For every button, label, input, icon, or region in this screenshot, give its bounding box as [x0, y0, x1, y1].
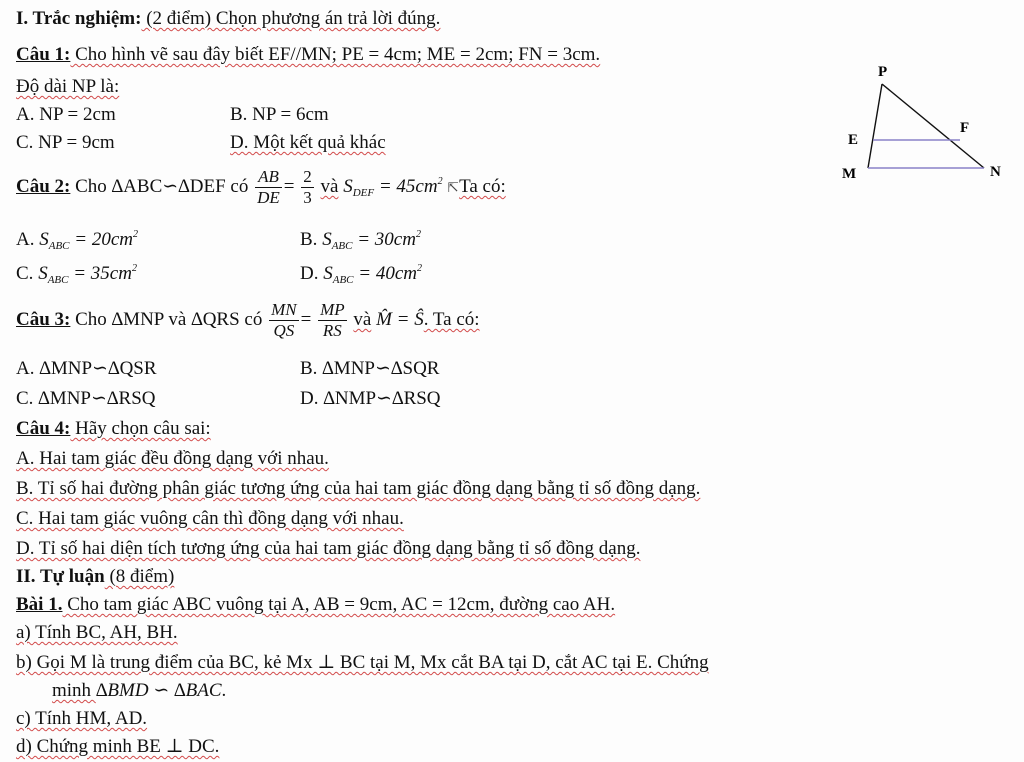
part1-heading-rest: (2 điểm) Chọn phương án trả lời đúng.	[141, 8, 441, 29]
q2-ratio-num: 2	[303, 167, 312, 187]
q2-d-sub: ABC	[332, 274, 354, 286]
q3-f2-den: RS	[322, 321, 342, 341]
cursor-icon: ⇱	[447, 181, 460, 196]
q2-area-sub: DEF	[352, 187, 375, 199]
q2-and: và	[320, 176, 339, 197]
q3-fraction-mp-rs	[318, 300, 347, 341]
q2-frac-den: DE	[257, 188, 280, 208]
q2-c-sub: ABC	[47, 274, 69, 286]
q1-option-d: D. Một kết quả khác	[230, 132, 386, 153]
point-e-label: E	[848, 132, 859, 148]
q1-text	[16, 44, 600, 66]
q2-c-val: = 35cm	[68, 263, 132, 284]
q3-option-d: D. ∆NMP∽∆RSQ	[300, 388, 441, 409]
q2-area-s: S	[343, 176, 353, 197]
q3-option-b: B. ∆MNP∽∆SQR	[300, 358, 440, 379]
q2-a-sub: ABC	[48, 240, 70, 252]
q4-option-b: B. Tỉ số hai đường phân giác tương ứng của hai tam giác đồng dạng bằng tỉ số đồng dạng.	[16, 478, 701, 499]
q1-option-a: A. NP = 2cm	[16, 104, 116, 125]
bai1-part-b-line2	[52, 680, 226, 702]
q3-label: Câu 3:	[16, 309, 71, 330]
q2-label: Câu 2:	[16, 176, 71, 197]
q2-b-prefix: B.	[300, 229, 323, 250]
q4-statement: Hãy chọn câu sai:	[70, 418, 211, 439]
q3-equals: =	[300, 309, 312, 330]
q2-b-sub: ABC	[331, 240, 353, 252]
bai1-part-d: d) Chứng minh BE ⊥ DC.	[16, 736, 220, 757]
part1-heading-bold: I. Trắc nghiệm:	[16, 8, 142, 29]
q2-option-c	[16, 258, 137, 291]
q2-fraction-ab-de	[255, 167, 282, 208]
part2-heading	[16, 566, 174, 588]
q3-statement: Cho ∆MNP và ∆QRS có	[70, 309, 263, 330]
triangle-figure	[830, 56, 1020, 196]
q2-d-math: $S_{ABC} = 40cm^2$	[323, 263, 422, 286]
bai1-part-a: a) Tính BC, AH, BH.	[16, 622, 178, 643]
bai1-text	[16, 594, 615, 616]
q3-tail: . Ta có:	[423, 309, 480, 330]
q1-option-c: C. NP = 9cm	[16, 132, 115, 153]
q2-frac-num: AB	[255, 167, 282, 188]
bai1-b2-prefix: minh	[52, 680, 96, 701]
q2-d-val: = 40cm	[353, 263, 417, 284]
bai1-part-c: c) Tính HM, AD.	[16, 708, 148, 729]
q2-b-sup: 2	[415, 229, 421, 240]
part2-heading-rest: (8 điểm)	[104, 566, 175, 587]
q3-angles: M̂ = Ŝ	[376, 309, 424, 330]
q2-b-val: = 30cm	[352, 229, 416, 250]
q2-area-def	[343, 176, 442, 197]
q4-option-d: D. Tỉ số hai diện tích tương ứng của hai tam giác đồng dạng bằng tỉ số đồng dạng.	[16, 538, 641, 559]
point-n-label: N	[990, 164, 1001, 180]
q2-text	[16, 162, 506, 213]
q3-f2-num: MP	[320, 300, 345, 320]
q2-c-sup: 2	[131, 263, 137, 274]
q2-d-sup: 2	[417, 263, 422, 274]
q2-equals: =	[283, 176, 295, 197]
part1-heading	[16, 8, 440, 30]
q2-area-sup: 2	[437, 176, 443, 187]
q1-label: Câu 1:	[16, 44, 71, 65]
side-pm	[868, 84, 882, 168]
q2-d-prefix: D.	[300, 263, 324, 284]
q3-and: và	[353, 309, 372, 330]
q3-fraction-mn-qs	[269, 300, 299, 341]
part2-heading-bold: II. Tự luận	[16, 566, 105, 587]
q4-option-c: C. Hai tam giác vuông cân thì đồng dạng với nhau.	[16, 508, 404, 529]
point-m-label: M	[842, 166, 857, 182]
point-p-label: P	[878, 64, 888, 80]
q2-a-math: $S_{ABC} = 20cm^2$	[39, 229, 138, 252]
q4-label: Câu 4:	[16, 418, 71, 439]
q2-a-prefix: A.	[16, 229, 40, 250]
q3-option-a: A. ∆MNP∽∆QSR	[16, 358, 157, 379]
q2-a-sup: 2	[133, 229, 138, 240]
q2-option-a	[16, 224, 138, 257]
q3-f1-num: MN	[271, 300, 297, 320]
bai1-statement: Cho tam giác ABC vuông tại A, AB = 9cm, AC = 12cm, đường cao AH.	[62, 594, 616, 615]
q2-c-math: $S_{ABC} = 35cm^2$	[38, 263, 137, 286]
bai1-part-b-line1: b) Gọi M là trung điểm của BC, kẻ Mx ⊥ BC tại M, Mx cắt BA tại D, cắt AC tại E. Chứng	[16, 652, 709, 673]
q2-ratio-den: 3	[303, 188, 312, 208]
q4-option-a: A. Hai tam giác đều đồng dạng với nhau.	[16, 448, 329, 469]
q2-tail: Ta có:	[459, 176, 506, 197]
q1-option-b: B. NP = 6cm	[230, 104, 329, 125]
q2-a-val: = 20cm	[69, 229, 133, 250]
bai1-label: Bài 1.	[16, 594, 63, 615]
q1-statement: Cho hình vẽ sau đây biết EF//MN; PE = 4cm; ME = 2cm; FN = 3cm.	[70, 44, 601, 65]
q1-prompt: Độ dài NP là:	[16, 76, 120, 97]
bai1-b2-post: .	[221, 680, 227, 701]
q2-c-prefix: C.	[16, 263, 39, 284]
q2-option-d	[300, 258, 422, 291]
q3-text	[16, 298, 480, 342]
q2-statement: Cho ∆ABC∽∆DEF có	[70, 176, 249, 197]
q3-option-c: C. ∆MNP∽∆RSQ	[16, 388, 156, 409]
q2-area-val: = 45cm	[374, 176, 438, 197]
point-f-label: F	[960, 120, 970, 136]
bai1-b2-math: ∆BMD ∽ ∆BAC	[95, 680, 222, 701]
q3-f1-den: QS	[273, 321, 295, 341]
q2-fraction-ratio	[301, 167, 314, 208]
q4-text	[16, 418, 211, 440]
q2-b-math: $S_{ABC} = 30cm^2$	[322, 229, 421, 252]
q2-option-b	[300, 224, 421, 257]
